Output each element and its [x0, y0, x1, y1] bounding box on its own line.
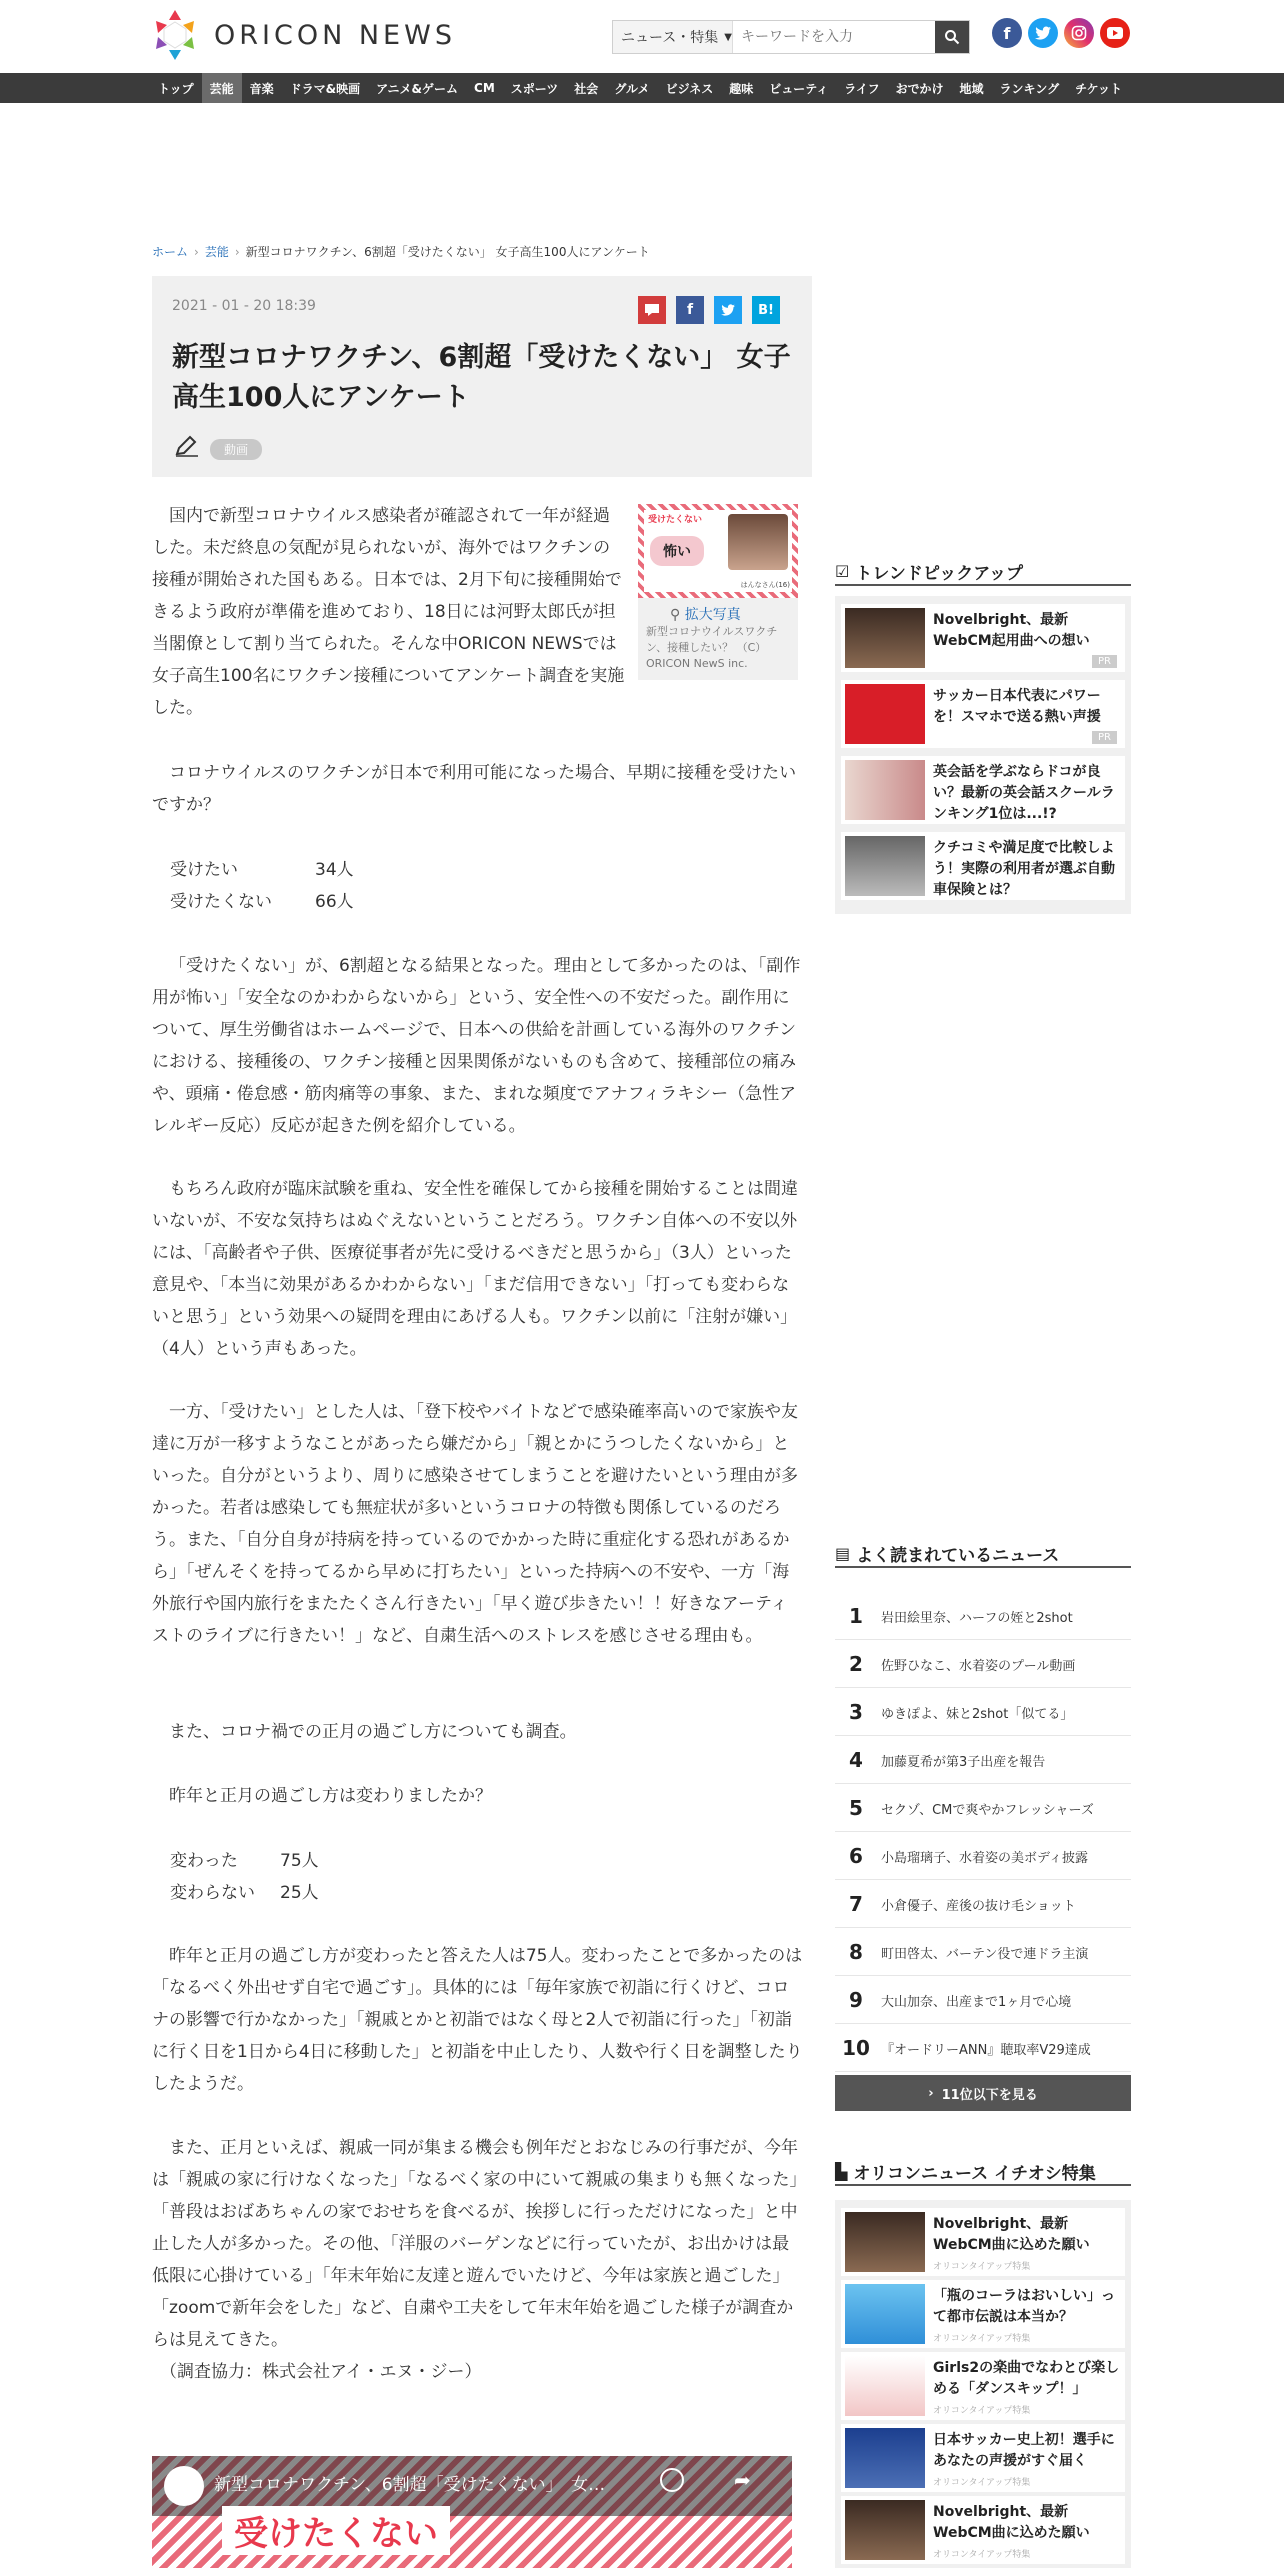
- trend-item-2[interactable]: [841, 680, 1125, 748]
- trend-heading-text: トレンドピックアップ: [855, 563, 1024, 584]
- zoom-icon: ⚲: [670, 607, 681, 623]
- search-input[interactable]: [733, 21, 935, 53]
- nav-item[interactable]: ビジネス: [665, 81, 714, 96]
- ranking-item[interactable]: [835, 1784, 1131, 1832]
- feature-item[interactable]: [841, 2496, 1125, 2564]
- trend-title: Novelbright、最新WebCM起用曲への想い: [933, 612, 1090, 649]
- ranking-list: [835, 1592, 1131, 2112]
- rank-title: ゆきぽよ、妹と2shot「似てる」: [881, 1706, 1074, 1722]
- trend-item-4[interactable]: [841, 832, 1125, 900]
- video-big-text: 受けたくない: [222, 2506, 450, 2555]
- trend-thumbnail: [845, 608, 925, 668]
- search-bar: [612, 20, 970, 54]
- newspaper-icon: ▤: [835, 1543, 851, 1563]
- result-value: 66人: [315, 892, 354, 912]
- result-row-3: [170, 1845, 319, 1877]
- checkbox-icon: ☑: [835, 561, 850, 581]
- ranking-item[interactable]: [835, 1592, 1131, 1640]
- feature-title: 「瓶のコーラはおいしい」って都市伝説は本当か？: [933, 2288, 1115, 2325]
- rank-title: 『オードリーANN』聴取率V29達成: [881, 2042, 1091, 2058]
- rank-title: 小倉優子、産後の抜け毛ショット: [881, 1898, 1076, 1914]
- ranking-heading-text: よく読まれているニュース: [856, 1545, 1060, 1566]
- nav-item[interactable]: アニメ&ゲーム: [376, 81, 459, 96]
- result-label: 変わらない: [170, 1883, 255, 1903]
- rank-number: 6: [849, 1844, 863, 1868]
- article-paragraph-7: また、正月といえば、親戚一同が集まる機会も例年だとおなじみの行事だが、今年は「親戚の家に行けなくなった」「なるべく家の中にいて親戚の集まりも無くなった」「普段はおばあちゃんの家でおせちを食べるが、挨拶しに行っただけになった」と中止した人が多かった。その他、「洋服のバーゲンなどに行っていたが、お出かけは最低限に心掛けている」「年末年始に友達と遊んでいたけど、今年は家族と過ごした」「zoomで新年会をした」など、自粛や工夫をして年末年始を過ごした様子が調査からは見えてきた。: [152, 2138, 798, 2350]
- trend-thumbnail: [845, 836, 925, 896]
- breadcrumb-home[interactable]: ホーム: [152, 245, 189, 259]
- result-row-2: [170, 886, 354, 918]
- trend-thumbnail: [845, 760, 925, 820]
- share-icon[interactable]: ➦: [734, 2468, 751, 2492]
- nav-item[interactable]: ランキング: [999, 81, 1060, 96]
- nav-item[interactable]: グルメ: [614, 81, 650, 96]
- feature-subtitle: オリコンタイアップ特集: [933, 2262, 1031, 2272]
- trend-list: [835, 596, 1131, 914]
- nav-item[interactable]: 芸能: [202, 73, 242, 103]
- feature-title: Novelbright、最新WebCM曲に込めた願い: [933, 2504, 1090, 2541]
- nav-item[interactable]: 地域: [959, 81, 984, 96]
- article-paragraph-5: また、コロナ禍での正月の過ごし方についても調査。: [169, 1722, 577, 1742]
- article-paragraph-4: 一方、「受けたい」とした人は、「登下校やバイトなどで感染確率高いので家族や友達に万が一移すようなことがあったら嫌だから」「親とかにうつしたくないから」といった。自分がというより、周りに感染させてしまうことを避けたいという理由が多かった。若者は感染しても無症状が多いというコロナの特徴も関係しているのだろう。また、「自分自身が持病を持っているのでかかった時に重症化する恐れがあるから」「ぜんそくを持ってるから早めに打ちたい」といった持病への不安や、一方「海外旅行や国内旅行をまたたくさん行きたい」「早く遊び歩きたい！！好きなアーティストのライブに行きたい！」など、自粛生活へのストレスを感じさせる理由も。: [152, 1402, 798, 1646]
- photo-portrait: [728, 514, 788, 570]
- feature-subtitle: オリコンタイアップ特集: [933, 2334, 1031, 2344]
- pr-badge: PR: [1092, 731, 1117, 744]
- rank-number: 1: [849, 1604, 863, 1628]
- feature-title: 日本サッカー史上初！選手にあなたの声援がすぐ届く: [933, 2432, 1115, 2469]
- youtube-icon[interactable]: [1100, 18, 1130, 48]
- article-header: [152, 276, 812, 477]
- photo-text-bottom: はんなさん(16): [740, 581, 790, 589]
- trend-item-3[interactable]: [841, 756, 1125, 824]
- search-category-select[interactable]: [613, 21, 733, 53]
- ranking-item[interactable]: [835, 2024, 1131, 2072]
- video-title[interactable]: 新型コロナワクチン、6割超「受けたくない」 女…: [214, 2475, 606, 2495]
- feature-thumbnail: [845, 2428, 925, 2488]
- rank-title: 小島瑠璃子、水着姿の美ボディ披露: [881, 1850, 1088, 1866]
- article-title: 新型コロナワクチン、6割超「受けたくない」 女子高生100人にアンケート: [172, 342, 791, 413]
- feature-list: [835, 2200, 1131, 2568]
- enlarge-label: 拡大写真: [684, 607, 741, 623]
- feature-thumbnail: [845, 2212, 925, 2272]
- instagram-icon[interactable]: [1064, 18, 1094, 48]
- twitter-share-icon[interactable]: [714, 296, 742, 324]
- nav-item[interactable]: ビューティ: [769, 81, 829, 96]
- ranking-item[interactable]: [835, 1640, 1131, 1688]
- ranking-item[interactable]: [835, 1976, 1131, 2024]
- rank-title: 岩田絵里奈、ハーフの姪と2shot: [881, 1610, 1073, 1626]
- result-value: 25人: [280, 1883, 319, 1903]
- book-icon: ▙: [835, 2161, 848, 2181]
- nav-item[interactable]: トップ: [158, 81, 194, 96]
- trend-title: クチコミや満足度で比較しよう！実際の利用者が選ぶ自動車保険とは？: [933, 840, 1115, 898]
- facebook-share-icon[interactable]: f: [676, 296, 704, 324]
- feature-thumbnail: [845, 2356, 925, 2416]
- article-question-2: 昨年と正月の過ごし方は変わりましたか？: [169, 1786, 492, 1806]
- main-nav: [0, 73, 1284, 103]
- feature-item[interactable]: [841, 2424, 1125, 2492]
- feature-subtitle: オリコンタイアップ特集: [933, 2478, 1031, 2488]
- rank-title: 町田啓太、バーテン役で連ドラ主演: [881, 1946, 1089, 1962]
- feature-subtitle: オリコンタイアップ特集: [933, 2406, 1031, 2416]
- article-photo[interactable]: [638, 504, 798, 680]
- rank-title: 大山加奈、出産まで1ヶ月で心境: [881, 1994, 1072, 2010]
- ranking-more-label: 11位以下を見る: [941, 2087, 1038, 2103]
- video-tag[interactable]: 動画: [210, 439, 262, 460]
- nav-item[interactable]: 社会: [574, 81, 599, 96]
- feature-heading-text: オリコンニュース イチオシ特集: [853, 2163, 1096, 2184]
- result-value: 34人: [315, 860, 354, 880]
- rank-title: 佐野ひなこ、水着姿のプール動画: [881, 1658, 1076, 1674]
- chevron-right-icon: ›: [234, 244, 240, 259]
- article-paragraph-1: 国内で新型コロナウイルス感染者が確認されて一年が経過した。未だ終息の気配が見られないが、海外ではワクチンの接種が開始された国もある。日本では、2月下旬に接種開始できるよう政府が準備を進めており、18日には河野太郎氏が担当閣僚として割り当てられた。そんな中ORICON NEWSでは女子高生100名にワクチン接種についてアンケート調査を実施した。: [152, 506, 625, 718]
- pr-badge: PR: [1092, 655, 1117, 668]
- rank-number: 10: [842, 2036, 870, 2060]
- result-row-1: [170, 854, 354, 886]
- rank-number: 3: [849, 1700, 863, 1724]
- caret-down-icon: ▼: [724, 31, 732, 43]
- article-date: 2021 - 01 - 20 18:39: [172, 298, 316, 314]
- rank-title: セクゾ、CMで爽やかフレッシャーズ: [881, 1802, 1094, 1818]
- ranking-item[interactable]: [835, 1832, 1131, 1880]
- photo-caption: 新型コロナウイルスワクチン、接種したい？ （C）ORICON NewS inc.: [646, 625, 778, 670]
- result-value: 75人: [280, 1851, 319, 1871]
- result-label: 変わった: [170, 1851, 238, 1871]
- ranking-item[interactable]: [835, 1688, 1131, 1736]
- clock-icon[interactable]: [660, 2468, 684, 2492]
- survey-credit: （調査協力：株式会社アイ・エヌ・ジー）: [160, 2362, 482, 2382]
- chevron-right-icon: ›: [928, 2085, 934, 2101]
- breadcrumb-current: 新型コロナワクチン、6割超「受けたくない」 女子高生100人にアンケート: [245, 245, 650, 259]
- feature-thumbnail: [845, 2284, 925, 2344]
- feature-thumbnail: [845, 2500, 925, 2560]
- rank-number: 2: [849, 1652, 863, 1676]
- nav-item[interactable]: 音楽: [249, 81, 274, 96]
- feature-title: Girls2の楽曲でなわとび楽しめる「ダンスキップ！」: [933, 2360, 1120, 2397]
- rank-number: 7: [849, 1892, 863, 1916]
- enlarge-photo-link[interactable]: [670, 604, 741, 624]
- pen-icon: [174, 434, 200, 458]
- nav-item[interactable]: チケット: [1075, 81, 1123, 96]
- chevron-right-icon: ›: [194, 244, 199, 259]
- trend-item-1[interactable]: [841, 604, 1125, 672]
- feature-item[interactable]: [841, 2352, 1125, 2420]
- nav-items: [150, 73, 1130, 103]
- trend-thumbnail: [845, 684, 925, 744]
- ranking-item[interactable]: [835, 1928, 1131, 1976]
- article-question-1: コロナウイルスのワクチンが日本で利用可能になった場合、早期に接種を受けたいですか？: [152, 763, 797, 815]
- oricon-logo[interactable]: [150, 10, 456, 60]
- ranking-heading: [835, 1540, 1131, 1568]
- article-paragraph-2: 「受けたくない」が、6割超となる結果となった。理由として多かったのは、「副作用が怖い」「安全なのかわからないから」という、安全性への不安だった。副作用について、厚生労働省はホームページで、日本への供給を計画している海外のワクチンにおける、接種後の、ワクチン接種と因果関係がないものも含めて、接種部位の痛みや、頭痛・倦怠感・筋肉痛等の事象、また、まれな頻度でアナフィラキシー（急性アレルギー反応）反応が起きた例を紹介している。: [152, 956, 801, 1136]
- rank-number: 8: [849, 1940, 863, 1964]
- logo-text: ORICON NEWS: [214, 19, 456, 51]
- feature-subtitle: オリコンタイアップ特集: [933, 2550, 1031, 2560]
- nav-item[interactable]: 趣味: [729, 81, 754, 96]
- nav-item[interactable]: ドラマ&映画: [289, 81, 361, 96]
- nav-item[interactable]: おでかけ: [895, 81, 944, 96]
- ranking-more-button[interactable]: [835, 2075, 1131, 2111]
- nav-item[interactable]: ライフ: [844, 81, 880, 96]
- feature-title: Novelbright、最新WebCM曲に込めた願い: [933, 2216, 1090, 2253]
- photo-text-top: 受けたくない: [648, 515, 703, 525]
- search-category-label: ニュース・特集: [621, 30, 719, 46]
- article-paragraph-3: もちろん政府が臨床試験を重ね、安全性を確保してから接種を開始することは間違いないが、不安な気持ちはぬぐえないということだろう。ワクチン自体への不安以外には、「高齢者や子供、医療従事者が先に受けるべきだと思うから」（3人）といった意見や、「本当に効果があるかわからない」「まだ信用できない」「打っても変わらないと思う」という効果への疑問を理由にあげる人も。ワクチン以前に「注射が嫌い」（4人）という声もあった。: [152, 1179, 798, 1359]
- rank-title: 加藤夏希が第3子出産を報告: [881, 1754, 1046, 1770]
- nav-item[interactable]: スポーツ: [510, 81, 559, 96]
- feature-heading: [835, 2158, 1131, 2186]
- twitter-icon[interactable]: [1028, 18, 1058, 48]
- nav-item[interactable]: CM: [474, 81, 495, 95]
- search-button[interactable]: [935, 21, 969, 53]
- result-label: 受けたくない: [170, 892, 272, 912]
- rank-number: 5: [849, 1796, 863, 1820]
- facebook-icon[interactable]: f: [992, 18, 1022, 48]
- photo-text-mid: 怖い: [650, 536, 704, 566]
- ranking-item[interactable]: [835, 1736, 1131, 1784]
- search-icon: [944, 29, 960, 45]
- ranking-item[interactable]: [835, 1880, 1131, 1928]
- channel-avatar[interactable]: [164, 2466, 204, 2506]
- trend-heading: [835, 558, 1131, 586]
- trend-title: 英会話を学ぶならドコが良い？最新の英会話スクールランキング1位は...!?: [933, 764, 1115, 822]
- hatena-share-icon[interactable]: B!: [752, 296, 780, 324]
- video-player[interactable]: [152, 2456, 792, 2568]
- feature-item[interactable]: [841, 2280, 1125, 2348]
- breadcrumb-category[interactable]: 芸能: [204, 245, 229, 259]
- trend-title: サッカー日本代表にパワーを！スマホで送る熱い声援: [933, 688, 1101, 725]
- feature-item[interactable]: [841, 2208, 1125, 2276]
- logo-mark-icon: [150, 10, 200, 60]
- rank-number: 9: [849, 1988, 863, 2012]
- comment-share-icon[interactable]: [638, 296, 666, 324]
- breadcrumb: [152, 243, 650, 260]
- article-paragraph-6: 昨年と正月の過ごし方が変わったと答えた人は75人。変わったことで多かったのは「なるべく外出せず自宅で過ごす」。具体的には「毎年家族で初詣に行くけど、コロナの影響で行かなかった」「親戚とかと初詣ではなく母と2人で初詣に行った」「初詣に行く日を1日から4日に移動した」と初詣を中止したり、人数や行く日を調整したりしたようだ。: [152, 1946, 803, 2094]
- result-label: 受けたい: [170, 860, 238, 880]
- result-row-4: [170, 1877, 319, 1909]
- rank-number: 4: [849, 1748, 863, 1772]
- photo-image[interactable]: [638, 504, 798, 598]
